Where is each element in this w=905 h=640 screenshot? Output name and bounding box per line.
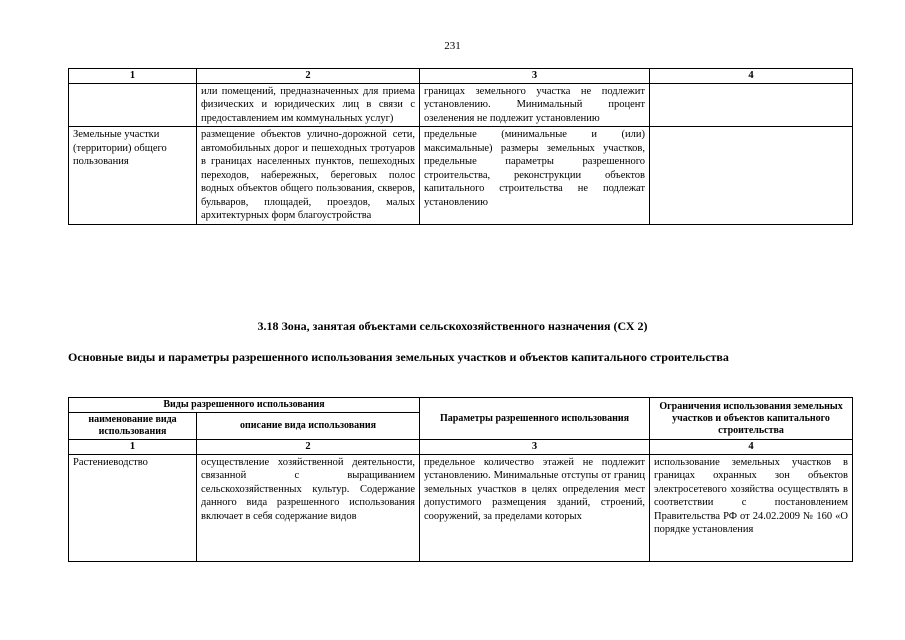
col-number-1: 1 <box>69 69 197 84</box>
header-permitted-use-types: Виды разрешенного использования <box>69 398 420 413</box>
table-row <box>69 127 853 225</box>
table-row <box>69 83 853 127</box>
col-number-2: 2 <box>197 69 420 84</box>
page-number: 231 <box>444 40 461 52</box>
column-number-row <box>69 440 853 455</box>
cell-parameters <box>420 454 650 561</box>
cell-parameters: предельные (минимальные и (или) максимальные) размеры земельных участков, предельные параметры разрешенного строительства, реконструкции объектов капитального строительства не подлежат установлению <box>420 127 650 225</box>
cell-type-name <box>69 83 197 127</box>
section-heading: Основные виды и параметры разрешенного использования земельных участков и объектов капитального строительства <box>68 350 729 364</box>
zone-heading: 3.18 Зона, занятая объектами сельскохозяйственного назначения (СХ 2) <box>257 319 648 333</box>
table-continued <box>68 68 853 225</box>
cell-type-description: размещение объектов улично-дорожной сети, автомобильных дорог и пешеходных тротуаров в границах населенных пунктов, пешеходных переходов, набережных, береговых полос водных объектов общего пользования, скверов, бульваров, площадей, проездов, малых архитектурных форм благоустройства <box>197 127 420 225</box>
cell-text: Растениеводство <box>73 456 148 468</box>
header-parameters: Параметры разрешенного использования <box>420 398 650 440</box>
table-header-row <box>69 398 853 413</box>
cell-text: использование земельных участков в границах охранных зон объектов электросетевого хозяйства осуществлять в соответствии с постановлением Правительства РФ от 24.02.2009 № 160 «О порядке установления <box>654 456 849 535</box>
cell-restrictions <box>650 127 853 225</box>
col-number-3: 3 <box>420 440 650 455</box>
col-number-3: 3 <box>420 69 650 84</box>
cell-type-description <box>197 454 420 561</box>
cell-type-name: Земельные участки (территории) общего пользования <box>69 127 197 225</box>
cell-type-description: или помещений, предназначенных для приема физических и юридических лиц в связи с предоставлением им коммунальных услуг) <box>197 83 420 127</box>
header-type-description: описание вида использования <box>197 413 420 440</box>
cell-parameters: границах земельного участка не подлежит установлению. Минимальный процент озеленения не подлежит установлению <box>420 83 650 127</box>
cell-type-name <box>69 454 197 561</box>
cell-restrictions <box>650 83 853 127</box>
header-restrictions: Ограничения использования земельных участков и объектов капитального строительства <box>650 398 853 440</box>
col-number-4: 4 <box>650 69 853 84</box>
cell-text: осуществление хозяйственной деятельности, связанной с выращиванием сельскохозяйственных культур. Содержание данного вида разрешенного использования включает в себя содержание видов <box>201 456 416 522</box>
table-row <box>69 454 853 561</box>
col-number-1: 1 <box>69 440 197 455</box>
header-type-name: наименование вида использования <box>69 413 197 440</box>
col-number-4: 4 <box>650 440 853 455</box>
col-number-2: 2 <box>197 440 420 455</box>
cell-restrictions <box>650 454 853 561</box>
column-number-row <box>69 69 853 84</box>
permitted-use-table <box>68 397 853 562</box>
cell-text: предельное количество этажей не подлежит установлению. Минимальные отступы от границ земельных участков в целях определения мест допустимого размещения зданий, строений, сооружений, за пределами которых <box>424 456 646 522</box>
